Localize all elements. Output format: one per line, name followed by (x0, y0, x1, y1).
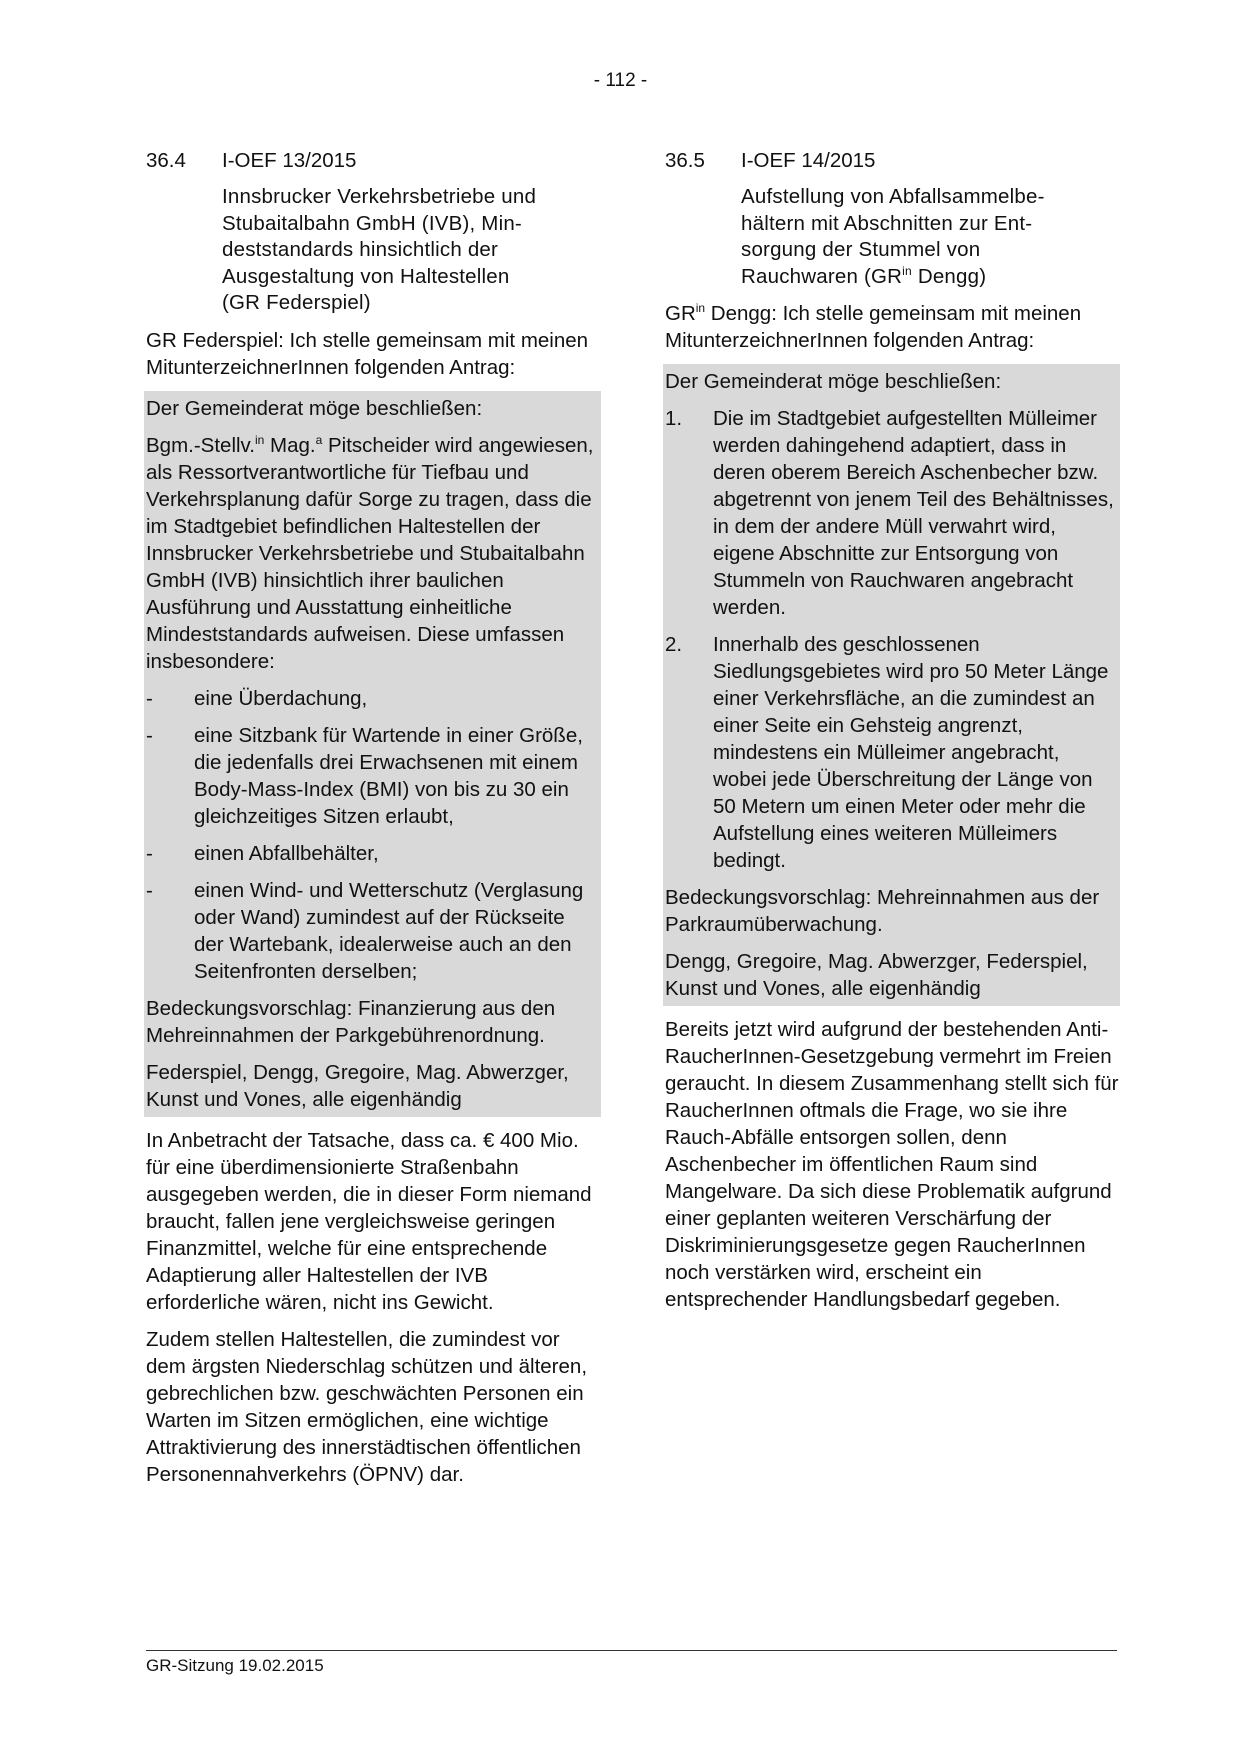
list-item (146, 840, 599, 867)
dash-marker: - (146, 878, 153, 902)
subject-line: deststandards hinsichtlich der (222, 238, 499, 261)
list-item (665, 631, 1118, 874)
subject-line: sorgung der Stummel von (741, 238, 981, 261)
list-item-text: eine Überdachung, (194, 686, 368, 710)
motion-body: Bgm.-Stellv.$^{in}$ Mag.$^a$ Pitscheider wird angewiesen, als Ressortverantwortliche für Tiefbau und Verkehrsplanung dafür Sorge zu tragen, dass die im Stadtgebiet befindlichen Haltestellen der Innsbrucker Verkehrsbetriebe und Stubaitalbahn GmbH (IVB) hinsichtlich ihrer baulichen Ausführung und Ausstattung einheitliche Mindeststandards aufweisen. Diese umfassen insbesondere: (146, 432, 594, 673)
intro-text: GR Federspiel: Ich stelle gemeinsam mit meinen MitunterzeichnerInnen folgenden Antrag: (146, 328, 589, 379)
page-number: - 112 - (593, 70, 648, 91)
coverage-proposal: Bedeckungsvorschlag: Mehreinnahmen aus der Parkraumüberwachung. (665, 886, 1100, 936)
motion-heading: Der Gemeinderat möge beschließen: (146, 396, 483, 420)
left-column (146, 147, 601, 1498)
item-number: 36.4 (146, 149, 186, 172)
coverage-proposal: Bedeckungsvorschlag: Finanzierung aus den Mehreinnahmen der Parkgebührenordnung. (146, 996, 556, 1047)
list-item-text: einen Wind- und Wetterschutz (Verglasung oder Wand) zumindest auf der Rückseite der Wartebank, idealerweise auch an den Seitenfronten derselben; (194, 878, 584, 983)
body-paragraph: Bereits jetzt wird aufgrund der bestehenden Anti-RaucherInnen-Gesetzgebung vermehrt im Freien geraucht. In diesem Zusammenhang stellt sich für RaucherInnen oftmals die Frage, wo sie ihre Rauch-Abfälle entsorgen sollen, denn Aschenbecher im öffentlichen Raum sind Mangelware. Da sich diese Problematik aufgrund einer geplanten weiteren Verschärfung der Diskriminierungsgesetze gegen RaucherInnen noch verstärken wird, erscheint ein entsprechender Handlungsbedarf gegeben. (665, 1018, 1119, 1311)
intro-text: $GR^{in}$ Dengg: Ich stelle gemeinsam mit meinen MitunterzeichnerInnen folgenden Antrag: (665, 301, 1082, 352)
body-paragraph: In Anbetracht der Tatsache, dass ca. € 400 Mio. für eine überdimensionierte Straßenbahn ausgegeben werden, die in dieser Form niemand braucht, fallen jene vergleichsweise geringen Finanzmittel, welche für eine entsprechende Adaptierung aller Haltestellen der IVB erforderliche wären, nicht ins Gewicht. (146, 1128, 592, 1314)
subject-line: Ausgestaltung von Haltestellen (222, 264, 510, 288)
item-number: 36.5 (665, 149, 705, 172)
footer-text: GR-Sitzung 19.02.2015 (146, 1656, 324, 1675)
dash-marker: - (146, 686, 153, 710)
list-item-text: Innerhalb des geschlossenen Siedlungsgebietes wird pro 50 Meter Länge einer Verkehrsfläche, an die zumindest an einer Seite ein Gehsteig angrenzt, mindestens ein Mülleimer angebracht, wobei jede Überschreitung der Länge von 50 Metern um einen Meter oder mehr die Aufstellung eines weiteren Mülleimers bedingt. (713, 633, 1109, 872)
signatures: Dengg, Gregoire, Mag. Abwerzger, Federspiel, Kunst und Vones, alle eigenhändig (665, 950, 1088, 1000)
item-subject (222, 184, 601, 317)
motion-box (663, 364, 1120, 1006)
list-number: 1. (665, 407, 683, 430)
subject-line: Innsbrucker Verkehrsbetriebe und (222, 185, 537, 208)
list-item-text: eine Sitzbank für Wartende in einer Größe, die jedenfalls drei Erwachsenen mit einem Body-Mass-Index (BMI) von bis zu 30 ein gleichzeitiges Sitzen erlaubt, (194, 723, 583, 828)
subject-line: Rauchwaren ($GR^{in}$ Dengg) (741, 263, 987, 288)
dash-marker: - (146, 841, 153, 865)
list-item (146, 722, 599, 830)
dash-marker: - (146, 723, 153, 747)
item-subject (741, 184, 1120, 290)
item-heading-36-4 (146, 147, 601, 174)
motion-box (144, 391, 601, 1117)
list-item-text: Die im Stadtgebiet aufgestellten Mülleimer werden dahingehend adaptiert, dass in deren oberem Bereich Aschenbecher bzw. abgetrennt von jenem Teil des Behältnisses, in dem der andere Müll verwahrt wird, eigene Abschnitte zur Entsorgung von Stummeln von Rauchwaren angebracht werden. (713, 407, 1114, 619)
item-code: I-OEF 13/2015 (222, 149, 357, 172)
item-code: I-OEF 14/2015 (741, 149, 876, 172)
list-item (146, 685, 599, 712)
body-paragraph: Zudem stellen Haltestellen, die zumindest vor dem ärgsten Niederschlag schützen und älteren, gebrechlichen bzw. geschwächten Personen ein Warten im Sitzen ermöglichen, eine wichtige Attraktivierung des innerstädtischen öffentlichen Personennahverkehrs (ÖPNV) dar. (146, 1327, 588, 1486)
subject-line: Aufstellung von Abfallsammelbe- (741, 185, 1045, 208)
subject-line: (GR Federspiel) (222, 291, 371, 314)
right-column (665, 147, 1120, 1323)
list-number: 2. (665, 633, 683, 656)
list-item (146, 877, 599, 985)
item-heading-36-5 (665, 147, 1120, 174)
list-item-text: einen Abfallbehälter, (194, 841, 379, 865)
subject-line: hältern mit Abschnitten zur Ent- (741, 211, 1033, 235)
list-item (665, 405, 1118, 621)
motion-heading: Der Gemeinderat möge beschließen: (665, 370, 1002, 393)
subject-line: Stubaitalbahn GmbH (IVB), Min- (222, 211, 522, 235)
footer-divider (146, 1650, 1117, 1651)
signatures: Federspiel, Dengg, Gregoire, Mag. Abwerzger, Kunst und Vones, alle eigenhändig (146, 1060, 569, 1111)
